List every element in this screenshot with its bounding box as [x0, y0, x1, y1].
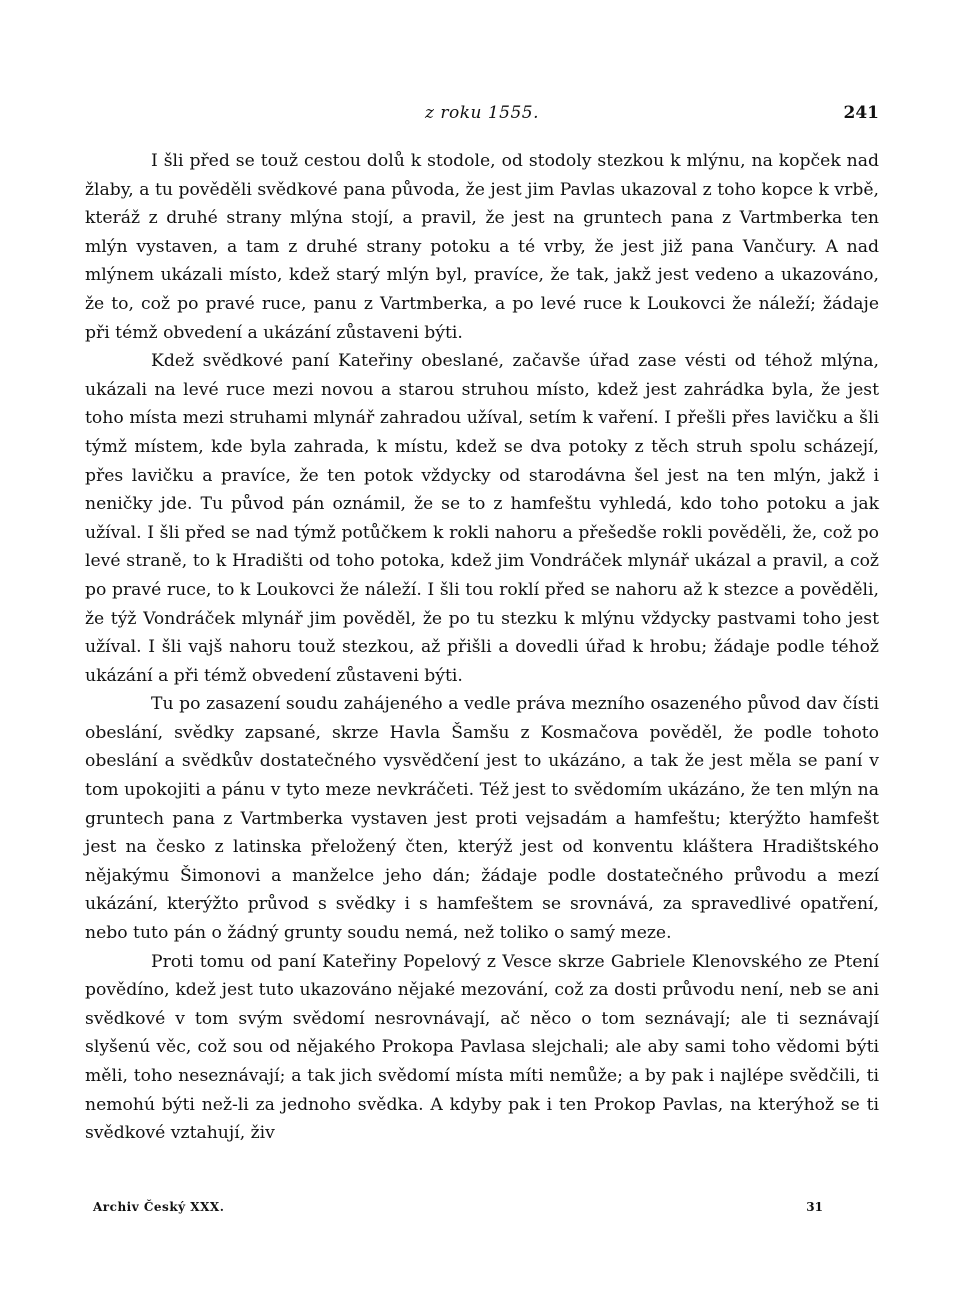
page-number: 241 [843, 103, 879, 123]
printer-signature: Archiv Český XXX. [93, 1200, 225, 1214]
page-body [85, 147, 879, 1148]
paragraph-4: Proti tomu od paní Kateřiny Popelový z Vesce skrze Gabriele Klenovského ze Ptení povědíno, kdež jest tuto ukazováno nějaké mezování, což za dosti průvodu není, neb se ani svědkové v tom svým svědomí nesrovnávají, ač něco o tom seznávají; ale ti seznávají slyšenú věc, což sou od nějakého Prokopa Pavlasa slejchali; ale aby sami toho vědomi býti měli, toho neseznávají; a tak jich svědomí místa míti nemůže; a by pak i najlépe svědčili, ti nemohú býti než-li za jednoho svědka. A kdyby pak i ten Prokop Pavlas, na kterýhož se ti svědkové vztahují, živ [85, 951, 879, 1144]
paragraph-3: Tu po zasazení soudu zahájeného a vedle práva mezního osazeného původ dav čísti obeslání, svědky zapsané, skrze Havla Šamšu z Kosmačova pověděl, že podle tohoto obeslání a svědkův dostatečného vysvědčení jest to ukázáno, a tak že jest měla se paní v tom upokojiti a pánu v tyto meze nevkráčeti. Též jest to svědomím ukázáno, že ten mlýn na gruntech pana z Vartmberka vystaven jest proti vejsadám a hamfeštu; kterýžto hamfešt jest na česko z latinska přeložený čten, kterýž jest od konventu kláštera Hradištského nějakýmu Šimonovi a manželce jeho dán; žádaje podle dostatečného průvodu a mezí ukázání, kterýžto průvod s svědky i s hamfeštem se srovnává, za spravedlivé opatření, nebo tuto pán o žádný grunty soudu nemá, než toliko o samý meze. [85, 694, 879, 944]
paragraph-1: I šli před se touž cestou dolů k stodole, od stodoly stezkou k mlýnu, na kopček nad žlaby, a tu pověděli svědkové pana původa, že jest jim Pavlas ukazoval z toho kopce k vrbě, kteráž z druhé strany mlýna stojí, a pravil, že jest na gruntech pana z Vartmberka ten mlýn vystaven, a tam z druhé strany potoku a té vrby, že jest již pana Vančury. A nad mlýnem ukázali místo, kdež starý mlýn byl, pravíce, že tak, jakž jest vedeno a ukazováno, že to, což po pravé ruce, panu z Vartmberka, a po levé ruce k Loukovci že náleží; žádaje při témž obvedení a ukázání zůstaveni býti. [85, 151, 879, 343]
running-title: z roku 1555. [424, 103, 540, 123]
paragraph-2: Kdež svědkové paní Kateřiny obeslané, začavše úřad zase vésti od téhož mlýna, ukázali na levé ruce mezi novou a starou struhou místo, kdež jest zahrádka byla, že jest toho místa mezi struhami mlynář zahradou užíval, setím k vaření. I přešli přes lavičku a šli týmž místem, kde byla zahrada, k místu, kdež se dva potoky z těch struh spolu scházejí, přes lavičku a pravíce, že ten potok vždycky od starodávna šel jest na ten mlýn, jakž i neničky jde. Tu původ pán oznámil, že se to z hamfeštu vyhledá, kdo toho potoku a jak užíval. I šli před se nad týmž potůčkem k rokli nahoru a přešedše rokli pověděli, že, což po levé straně, to k Hradišti od toho potoka, kdež jim Vondráček mlynář ukázal a pravil, a což po pravé ruce, to k Loukovci že náleží. I šli tou roklí před se nahoru až k stezce a pověděli, že týž Vondráček mlynář jim pověděl, že po tu stezku k mlýnu vždycky pastvami toho jest užíval. I šli vajš nahoru touž stezkou, až přišli a dovedli úřad k hrobu; žádaje podle téhož ukázání a při témž obvedení zůstaveni býti. [85, 351, 879, 686]
page-footer [93, 1200, 823, 1220]
signature-number: 31 [806, 1200, 823, 1214]
page-header [85, 103, 879, 131]
